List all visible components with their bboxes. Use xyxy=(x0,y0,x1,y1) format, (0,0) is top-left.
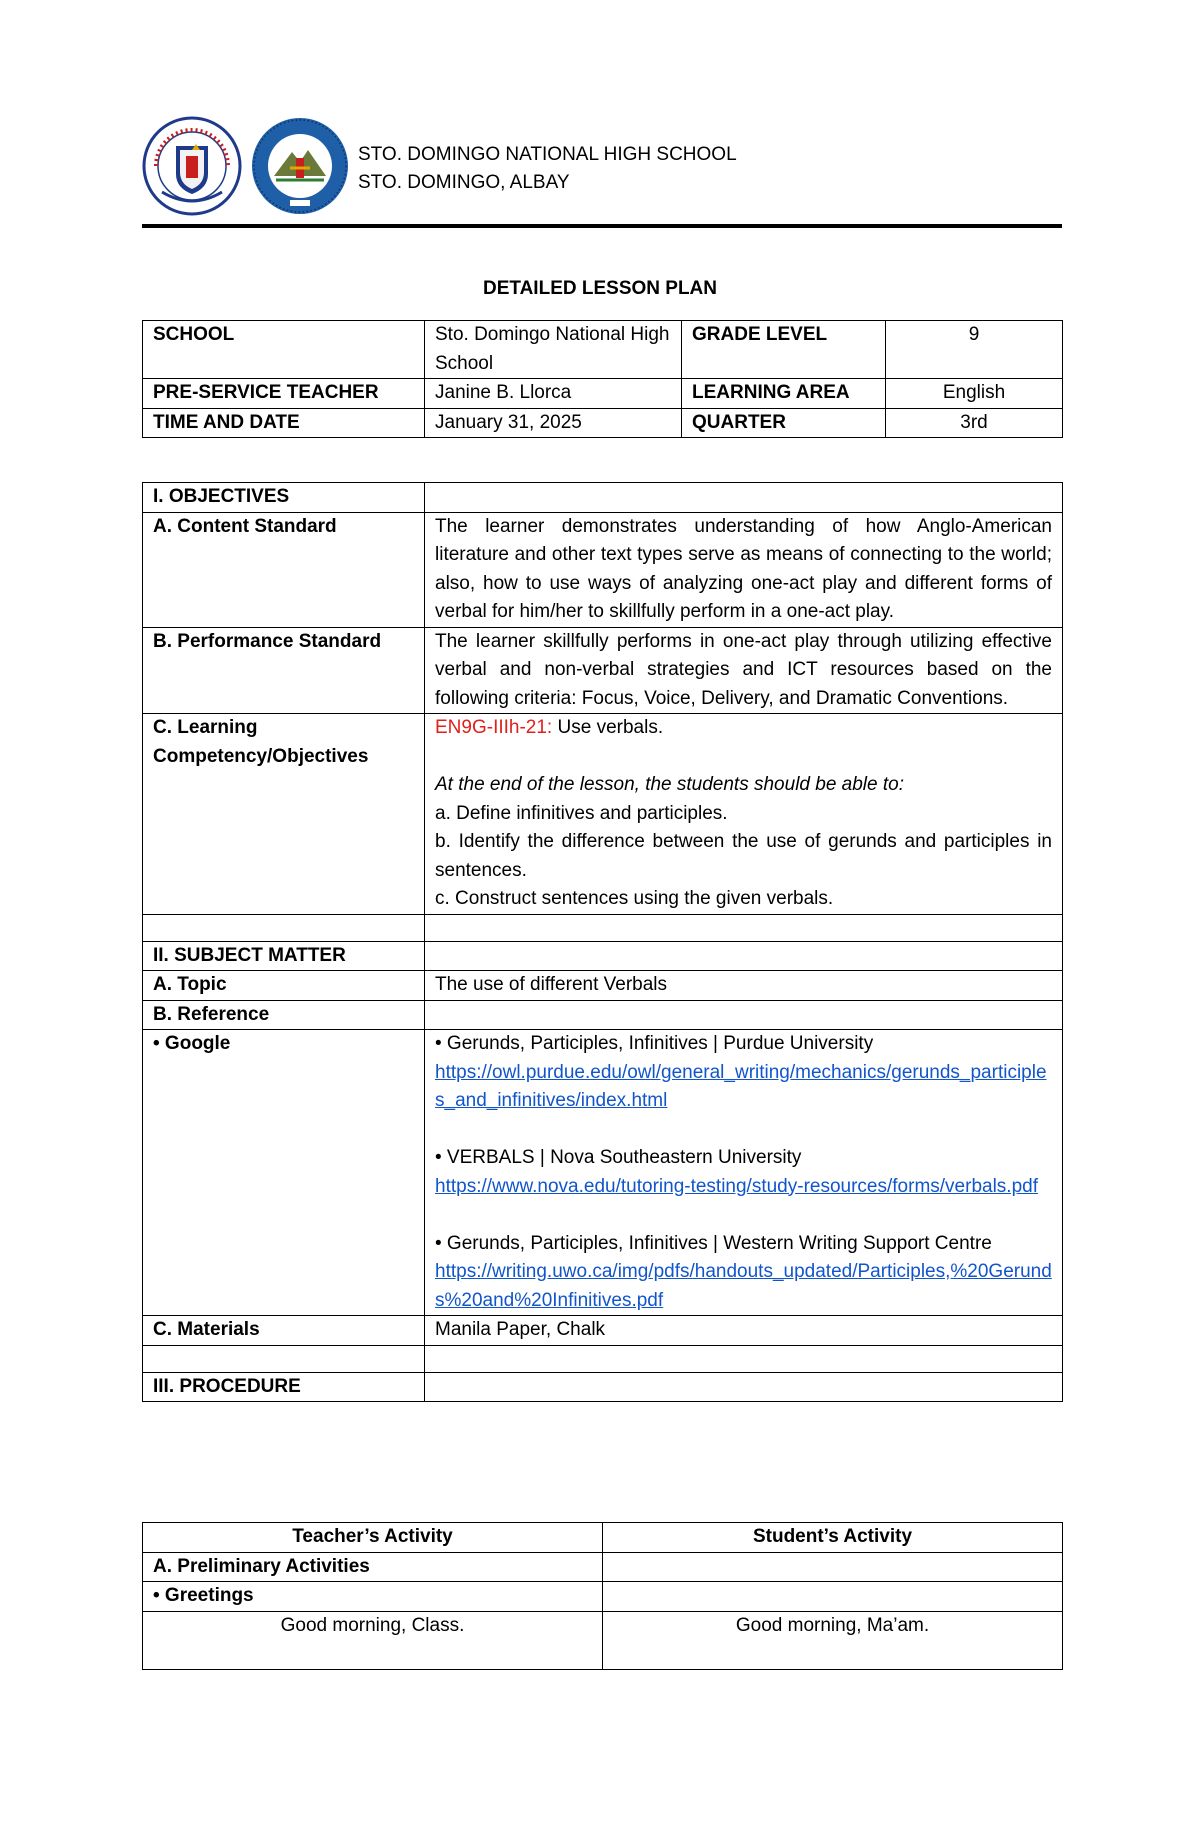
student-activity-header: Student’s Activity xyxy=(603,1523,1063,1553)
school-value: Sto. Domingo National High School xyxy=(425,321,682,379)
competency-label xyxy=(143,714,425,915)
objectives-heading: I. OBJECTIVES xyxy=(143,483,425,513)
quarter-label: QUARTER xyxy=(682,408,886,438)
teacher-value: Janine B. Llorca xyxy=(425,379,682,409)
info-table xyxy=(142,320,1063,438)
teacher-activity-header: Teacher’s Activity xyxy=(143,1523,603,1553)
content-standard-label: A. Content Standard xyxy=(143,512,425,627)
empty-cell xyxy=(425,483,1063,513)
subject-matter-heading: II. SUBJECT MATTER xyxy=(143,941,425,971)
procedure-table xyxy=(142,1522,1063,1670)
competency-content xyxy=(425,714,1063,915)
blank-row xyxy=(143,914,1063,941)
materials-label: C. Materials xyxy=(143,1316,425,1346)
greetings-label: • Greetings xyxy=(143,1582,603,1612)
empty-cell xyxy=(425,941,1063,971)
letterhead xyxy=(142,112,1062,230)
spacer xyxy=(435,1116,1052,1145)
objectives-intro: At the end of the lesson, the students should be able to: xyxy=(435,774,904,795)
blank-row xyxy=(143,1345,1063,1372)
competency-code-text: Use verbals. xyxy=(552,717,664,738)
student-greeting: Good morning, Ma’am. xyxy=(603,1611,1063,1669)
reference-3-link[interactable]: https://writing.uwo.ca/img/pdfs/handouts_updated/Participles,%20Gerunds%20and%20Infinitives.pdf xyxy=(435,1261,1052,1311)
topic-label: A. Topic xyxy=(143,971,425,1001)
teacher-greeting: Good morning, Class. xyxy=(143,1611,603,1669)
reference-3-title: • Gerunds, Participles, Infinitives | Western Writing Support Centre xyxy=(435,1232,992,1254)
topic-value: The use of different Verbals xyxy=(425,971,1063,1001)
reference-1-title: • Gerunds, Participles, Infinitives | Purdue University xyxy=(435,1033,874,1054)
grade-level-label: GRADE LEVEL xyxy=(682,321,886,379)
reference-1-link[interactable]: https://owl.purdue.edu/owl/general_writing/mechanics/gerunds_participles_and_infinitives/index.html xyxy=(435,1061,1047,1111)
reference-label: B. Reference xyxy=(143,1000,425,1030)
grade-level-value: 9 xyxy=(886,321,1063,379)
quarter-value: 3rd xyxy=(886,408,1063,438)
document-title: DETAILED LESSON PLAN xyxy=(483,278,717,299)
objective-a: a. Define infinitives and participles. xyxy=(435,802,728,824)
deped-seal-logo xyxy=(142,116,242,216)
time-date-value: January 31, 2025 xyxy=(425,408,682,438)
content-standard-text: The learner demonstrates understanding of how Anglo-American literature and other text types serve as means of connecting to the world; also, how to use ways of analyzing one-act play and different forms of verbal for him/her to skillfully perform in a one-act play. xyxy=(425,512,1063,627)
spacer xyxy=(435,743,1052,772)
learning-area-label: LEARNING AREA xyxy=(682,379,886,409)
reference-2-link[interactable]: https://www.nova.edu/tutoring-testing/study-resources/forms/verbals.pdf xyxy=(435,1175,1038,1197)
teacher-label: PRE-SERVICE TEACHER xyxy=(143,379,425,409)
procedure-heading: III. PROCEDURE xyxy=(143,1372,425,1402)
competency-code-line xyxy=(435,714,1052,743)
empty-cell xyxy=(425,1372,1063,1402)
lesson-body-table xyxy=(142,482,1063,1402)
time-date-label: TIME AND DATE xyxy=(143,408,425,438)
competency-label-line2: Competency/Objectives xyxy=(153,745,369,767)
reference-2-title: • VERBALS | Nova Southeastern University xyxy=(435,1147,802,1168)
competency-code: EN9G-IIIh-21: xyxy=(435,717,553,738)
objective-b: b. Identify the difference between the use of gerunds and participles in sentences. xyxy=(435,831,1052,881)
school-seal-logo xyxy=(250,116,350,216)
google-label: • Google xyxy=(143,1030,425,1316)
school-address: STO. DOMINGO, ALBAY xyxy=(358,172,570,193)
learning-area-value: English xyxy=(886,379,1063,409)
performance-standard-text: The learner skillfully performs in one-act play through utilizing effective verbal and non-verbal strategies and ICT resources based on the following criteria: Focus, Voice, Delivery, and Dramatic Conventions. xyxy=(425,627,1063,714)
competency-label-line1: C. Learning xyxy=(153,717,258,738)
reference-list xyxy=(425,1030,1063,1316)
school-label: SCHOOL xyxy=(143,321,425,379)
preliminary-activities-label: A. Preliminary Activities xyxy=(143,1552,603,1582)
empty-cell xyxy=(425,1000,1063,1030)
school-name: STO. DOMINGO NATIONAL HIGH SCHOOL xyxy=(358,144,737,165)
spacer xyxy=(435,1201,1052,1230)
objective-c: c. Construct sentences using the given verbals. xyxy=(435,888,834,909)
header-divider xyxy=(142,224,1062,228)
materials-value: Manila Paper, Chalk xyxy=(425,1316,1063,1346)
empty-cell xyxy=(603,1582,1063,1612)
empty-cell xyxy=(603,1552,1063,1582)
school-heading xyxy=(358,141,737,197)
performance-standard-label: B. Performance Standard xyxy=(143,627,425,714)
